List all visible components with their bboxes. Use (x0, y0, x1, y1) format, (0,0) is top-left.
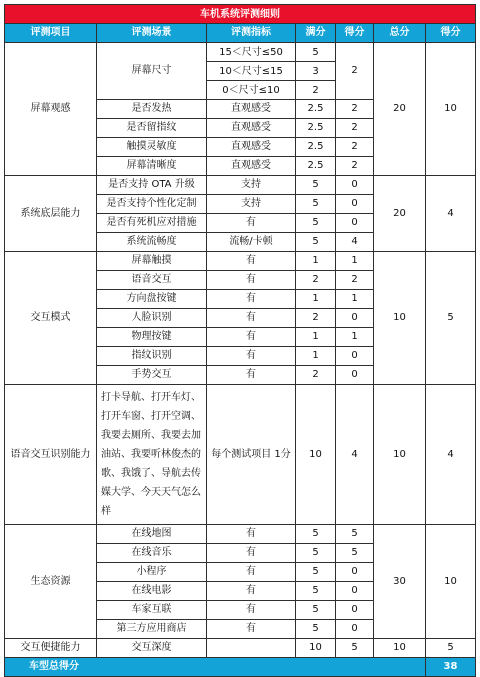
scene-cell: 在线电影 (97, 582, 207, 601)
full-score-cell: 5 (296, 214, 336, 233)
section-score: 4 (426, 176, 476, 252)
full-score-cell: 2.5 (296, 138, 336, 157)
metric-cell: 15＜尺寸≤50 (207, 43, 296, 62)
full-score-cell: 5 (296, 582, 336, 601)
table-row (5, 43, 476, 62)
metric-cell: 有 (207, 290, 296, 309)
section-total: 20 (374, 176, 426, 252)
score-cell: 2 (336, 43, 374, 100)
footer-row (5, 658, 476, 677)
scene-cell: 在线音乐 (97, 544, 207, 563)
full-score-cell: 5 (296, 544, 336, 563)
score-cell: 1 (336, 290, 374, 309)
section-total: 30 (374, 525, 426, 639)
section-item: 系统底层能力 (5, 176, 97, 252)
scene-cell: 屏幕尺寸 (97, 43, 207, 100)
header-full: 满分 (296, 24, 336, 43)
score-cell: 5 (336, 544, 374, 563)
metric-cell: 直观感受 (207, 119, 296, 138)
scene-cell: 是否留指纹 (97, 119, 207, 138)
score-cell: 4 (336, 385, 374, 525)
score-cell: 4 (336, 233, 374, 252)
section-item: 语音交互识别能力 (5, 385, 97, 525)
score-cell: 0 (336, 176, 374, 195)
section-item: 交互模式 (5, 252, 97, 385)
score-cell: 0 (336, 582, 374, 601)
scene-cell: 是否有死机应对措施 (97, 214, 207, 233)
score-cell: 2 (336, 138, 374, 157)
scene-cell: 人脸识别 (97, 309, 207, 328)
table-row (5, 385, 476, 525)
metric-cell: 有 (207, 271, 296, 290)
metric-cell: 有 (207, 252, 296, 271)
full-score-cell: 5 (296, 176, 336, 195)
scene-cell: 系统流畅度 (97, 233, 207, 252)
full-score-cell: 2.5 (296, 119, 336, 138)
footer-label: 车型总得分 (5, 658, 426, 677)
scene-cell: 车家互联 (97, 601, 207, 620)
scene-cell: 交互深度 (97, 639, 207, 658)
full-score-cell: 2.5 (296, 157, 336, 176)
full-score-cell: 1 (296, 252, 336, 271)
metric-cell: 10＜尺寸≤15 (207, 62, 296, 81)
score-cell: 0 (336, 601, 374, 620)
score-cell: 0 (336, 366, 374, 385)
scene-cell: 语音交互 (97, 271, 207, 290)
scene-cell: 第三方应用商店 (97, 620, 207, 639)
section-item: 交互便捷能力 (5, 639, 97, 658)
scene-cell: 手势交互 (97, 366, 207, 385)
metric-cell: 有 (207, 525, 296, 544)
score-cell: 1 (336, 328, 374, 347)
metric-cell: 有 (207, 366, 296, 385)
full-score-cell: 2 (296, 309, 336, 328)
scene-cell: 小程序 (97, 563, 207, 582)
metric-cell: 每个测试项目 1分 (207, 385, 296, 525)
scene-cell: 是否支持个性化定制 (97, 195, 207, 214)
section-total: 10 (374, 252, 426, 385)
metric-cell: 有 (207, 601, 296, 620)
section-score: 10 (426, 43, 476, 176)
score-cell: 5 (336, 639, 374, 658)
header-score: 得分 (336, 24, 374, 43)
scene-cell: 是否支持 OTA 升级 (97, 176, 207, 195)
score-cell: 2 (336, 100, 374, 119)
score-cell: 1 (336, 252, 374, 271)
full-score-cell: 1 (296, 347, 336, 366)
metric-cell: 有 (207, 328, 296, 347)
score-cell: 0 (336, 620, 374, 639)
section-total: 10 (374, 639, 426, 658)
metric-cell: 支持 (207, 195, 296, 214)
metric-cell: 有 (207, 214, 296, 233)
full-score-cell: 1 (296, 328, 336, 347)
full-score-cell: 5 (296, 620, 336, 639)
metric-cell: 有 (207, 582, 296, 601)
metric-cell: 有 (207, 347, 296, 366)
section-item: 生态资源 (5, 525, 97, 639)
full-score-cell: 2 (296, 366, 336, 385)
metric-cell: 直观感受 (207, 138, 296, 157)
evaluation-table (4, 4, 476, 677)
table-row (5, 639, 476, 658)
full-score-cell: 5 (296, 195, 336, 214)
metric-cell: 0＜尺寸≤10 (207, 81, 296, 100)
full-score-cell: 5 (296, 525, 336, 544)
score-cell: 0 (336, 309, 374, 328)
section-score: 5 (426, 639, 476, 658)
scene-cell: 屏幕触摸 (97, 252, 207, 271)
scene-cell: 方向盘按键 (97, 290, 207, 309)
table-row (5, 525, 476, 544)
full-score-cell: 2 (296, 81, 336, 100)
full-score-cell: 5 (296, 43, 336, 62)
metric-cell: 有 (207, 544, 296, 563)
scene-cell: 在线地图 (97, 525, 207, 544)
metric-cell: 有 (207, 563, 296, 582)
evaluation-sheet (4, 4, 475, 677)
header-item: 评测项目 (5, 24, 97, 43)
section-score: 5 (426, 252, 476, 385)
title-row (5, 5, 476, 24)
full-score-cell: 3 (296, 62, 336, 81)
metric-cell: 有 (207, 309, 296, 328)
section-score: 4 (426, 385, 476, 525)
scene-cell: 是否发热 (97, 100, 207, 119)
score-cell: 2 (336, 271, 374, 290)
section-score: 10 (426, 525, 476, 639)
full-score-cell: 2.5 (296, 100, 336, 119)
score-cell: 0 (336, 214, 374, 233)
header-total: 总分 (374, 24, 426, 43)
header-scene: 评测场景 (97, 24, 207, 43)
score-cell: 5 (336, 525, 374, 544)
full-score-cell: 10 (296, 639, 336, 658)
score-cell: 0 (336, 563, 374, 582)
header-metric: 评测指标 (207, 24, 296, 43)
metric-cell: 支持 (207, 176, 296, 195)
full-score-cell: 5 (296, 233, 336, 252)
table-row (5, 176, 476, 195)
full-score-cell: 5 (296, 563, 336, 582)
scene-cell: 屏幕清晰度 (97, 157, 207, 176)
scene-cell: 触摸灵敏度 (97, 138, 207, 157)
section-total: 20 (374, 43, 426, 176)
scene-cell: 打卡导航、打开车灯、打开车窗、打开空调、我要去厕所、我要去加油站、我要听林俊杰的歌、我饿了、导航去传媒大学、今天天气怎么样 (97, 385, 207, 525)
scene-cell: 物理按键 (97, 328, 207, 347)
score-cell: 0 (336, 347, 374, 366)
metric-cell (207, 639, 296, 658)
metric-cell: 流畅/卡顿 (207, 233, 296, 252)
scene-cell: 指纹识别 (97, 347, 207, 366)
table-title: 车机系统评测细则 (5, 5, 476, 24)
section-item: 屏幕观感 (5, 43, 97, 176)
metric-cell: 直观感受 (207, 157, 296, 176)
metric-cell: 直观感受 (207, 100, 296, 119)
full-score-cell: 10 (296, 385, 336, 525)
score-cell: 0 (336, 195, 374, 214)
header-row (5, 24, 476, 43)
score-cell: 2 (336, 119, 374, 138)
full-score-cell: 1 (296, 290, 336, 309)
header-section-score: 得分 (426, 24, 476, 43)
full-score-cell: 5 (296, 601, 336, 620)
full-score-cell: 2 (296, 271, 336, 290)
footer-total-value: 38 (426, 658, 476, 677)
metric-cell: 有 (207, 620, 296, 639)
table-row (5, 252, 476, 271)
section-total: 10 (374, 385, 426, 525)
score-cell: 2 (336, 157, 374, 176)
